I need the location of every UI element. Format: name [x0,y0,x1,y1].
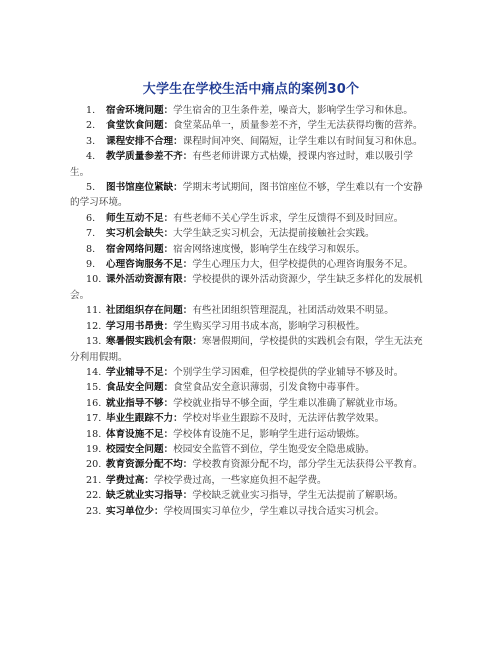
list-item [70,303,432,318]
item-term: 学习用书昂贵 [106,320,164,332]
item-description: 有些社团组织管理混乱，社团活动效果不明显。 [192,305,394,317]
item-number: 12. [86,320,102,332]
item-colon: ： [144,474,154,486]
item-term: 课程安排不合理 [106,135,174,147]
item-number: 11. [86,305,102,317]
item-number: 21. [86,474,102,486]
item-description: 学期末考试期间，图书馆座位不够，学生难以有一个安静的学习环境。 [70,182,423,209]
item-term: 校园安全问题 [106,443,164,455]
item-number: 6. [86,212,96,224]
list-item [70,411,432,426]
item-colon: ： [182,459,193,471]
item-colon: ： [163,428,174,440]
item-description: 学校学费过高，一些家庭负担不起学费。 [153,474,327,486]
item-number: 7. [86,228,96,240]
item-description: 宿舍网络速度慢，影响学生在线学习和娱乐。 [173,243,366,255]
list-item [70,242,432,257]
item-description: 食堂菜品单一，质量参差不齐，学生无法获得均衡的营养。 [173,120,423,132]
item-colon: ： [173,182,183,194]
list-item [70,103,432,118]
item-colon: ： [163,443,174,455]
item-number: 5. [86,182,96,194]
item-number: 20. [86,459,102,471]
item-description: 课程时间冲突、间隔短，让学生难以有时间复习和休息。 [182,135,423,147]
item-colon: ： [192,336,202,348]
list-item [70,504,432,519]
item-description: 有些老师讲课方式枯燥，授课内容过时，难以吸引学生。 [70,151,413,178]
item-colon: ： [182,490,193,502]
item-number: 4. [86,151,96,163]
item-number: 13. [86,336,102,348]
list-item [70,457,432,472]
item-colon: ： [173,135,183,147]
item-number: 18. [86,428,102,440]
list-item [70,118,432,133]
list-item [70,365,432,380]
item-colon: ： [163,397,174,409]
document-title: 大学生在学校生活中痛点的案例30个 [142,82,360,97]
item-number: 1. [86,105,96,116]
item-colon: ： [163,212,174,224]
list-item [70,319,432,334]
item-term: 就业指导不够 [106,397,164,409]
list-item [70,442,432,457]
item-number: 3. [86,135,96,147]
item-term: 教育资源分配不均 [106,459,183,471]
item-term: 体育设施不足 [106,428,164,440]
item-number: 22. [86,490,102,502]
list-item [70,257,432,272]
item-term: 宿舍网络问题 [106,243,164,255]
item-description: 校园安全监管不到位，学生饱受安全隐患威胁。 [173,443,375,455]
item-colon: ： [173,413,183,425]
item-description: 个别学生学习困难，但学校提供的学业辅导不够及时。 [173,366,404,378]
item-description: 学生心理压力大，但学校提供的心理咨询服务不足。 [192,259,413,271]
list-item [70,488,432,503]
item-colon: ： [163,382,174,394]
item-colon: ： [182,274,193,286]
item-number: 8. [86,243,96,255]
list-item [70,149,432,180]
item-colon: ： [163,243,174,255]
item-colon: ： [163,120,174,132]
item-colon: ： [163,366,174,378]
item-term: 食品安全问题 [106,382,164,394]
item-term: 课外活动资源有限 [106,274,183,286]
item-colon: ： [182,259,193,271]
list-item [70,427,432,442]
item-colon: ： [163,105,174,116]
list-item [70,226,432,241]
item-description: 学生宿舍的卫生条件差，噪音大，影响学生学习和休息。 [173,105,413,116]
item-term: 心理咨询服务不足 [106,259,183,271]
list-item [70,211,432,226]
item-term: 缺乏就业实习指导 [106,490,183,502]
item-term: 教学质量参差不齐 [106,151,183,163]
item-number: 19. [86,443,102,455]
item-number: 14. [86,366,102,378]
item-colon: ： [163,228,174,240]
list-item [70,134,432,149]
item-number: 2. [86,120,96,132]
list-item [70,180,432,211]
list-item [70,272,432,303]
list-item [70,396,432,411]
item-description: 食堂食品安全意识薄弱，引发食物中毒事件。 [173,382,366,394]
item-number: 23. [86,505,102,517]
item-description: 有些老师不关心学生诉求，学生反馈得不到及时回应。 [173,212,404,224]
item-term: 寒暑假实践机会有限 [106,336,193,348]
item-description: 学校周围实习单位少，学生难以寻找合适实习机会。 [163,505,385,517]
item-number: 10. [86,274,102,286]
list-item [70,334,432,365]
item-number: 16. [86,397,102,409]
item-description: 大学生缺乏实习机会，无法提前接触社会实践。 [173,228,375,240]
item-term: 学业辅导不足 [106,366,164,378]
item-term: 毕业生跟踪不力 [106,413,174,425]
item-description: 学校体育设施不足，影响学生进行运动锻炼。 [173,428,366,440]
item-description: 学校提供的课外活动资源少，学生缺乏多样化的发展机会。 [70,274,423,301]
item-number: 15. [86,382,102,394]
item-description: 学校就业指导不够全面，学生难以准确了解就业市场。 [173,397,404,409]
item-number: 17. [86,413,102,425]
item-term: 宿舍环境问题 [106,105,164,116]
item-term: 实习机会缺失 [106,228,164,240]
item-description: 学生购买学习用书成本高，影响学习积极性。 [173,320,366,332]
case-list [70,103,432,519]
item-colon: ： [163,320,174,332]
item-term: 学费过高 [106,474,145,486]
list-item [70,473,432,488]
item-description: 寒暑假期间，学校提供的实践机会有限，学生无法充分利用假期。 [70,336,423,363]
item-colon: ： [153,505,164,517]
item-term: 食堂饮食问题 [106,120,164,132]
item-colon: ： [182,305,193,317]
list-item [70,380,432,395]
item-term: 社团组织存在问题 [106,305,183,317]
item-colon: ： [182,151,193,163]
item-description: 学校缺乏就业实习指导，学生无法提前了解职场。 [192,490,404,502]
item-description: 学校教育资源分配不均，部分学生无法获得公平教育。 [192,459,423,471]
item-term: 师生互动不足 [106,212,164,224]
item-description: 学校对毕业生跟踪不及时，无法评估教学效果。 [182,413,385,425]
item-term: 实习单位少 [106,505,154,517]
item-number: 9. [86,259,96,271]
item-term: 图书馆座位紧缺 [106,182,174,194]
